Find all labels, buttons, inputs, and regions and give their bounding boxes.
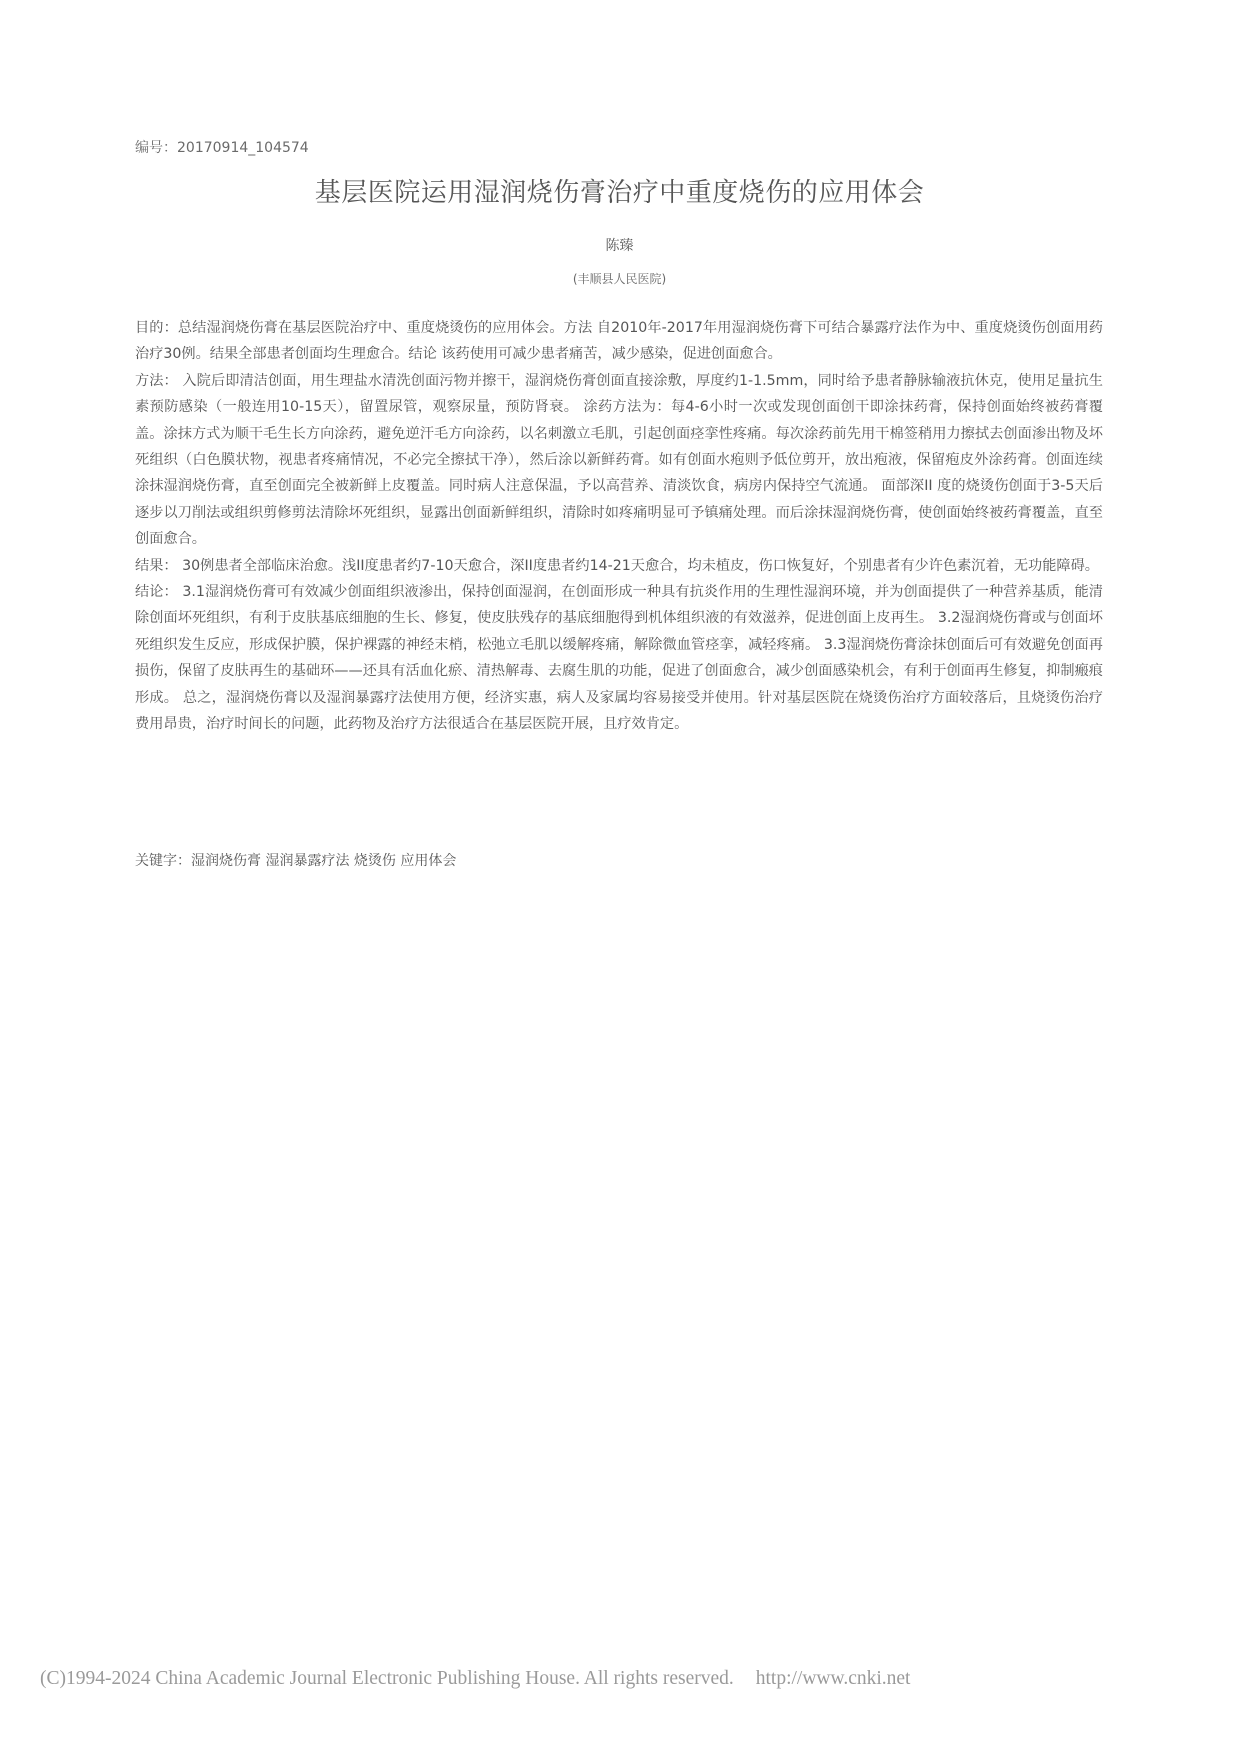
- copyright-footer: [40, 1668, 910, 1690]
- document-id: 编号：20170914_104574: [135, 140, 309, 156]
- keywords-line: 关键字：湿润烧伤膏 湿润暴露疗法 烧烫伤 应用体会: [135, 853, 457, 869]
- author-name: 陈臻: [605, 238, 634, 254]
- results-paragraph: 结果： 30例患者全部临床治愈。浅II度患者约7-10天愈合，深II度患者约14-21天愈合，均未植皮，伤口恢复好，个别患者有少许色素沉着，无功能障碍。: [135, 557, 1099, 574]
- author-affiliation: (丰顺县人民医院): [572, 272, 667, 286]
- conclusion-paragraph: 结论： 3.1湿润烧伤膏可有效减少创面组织液渗出，保持创面湿润，在创面形成一种具有抗炎作用的生理性湿润环境，并为创面提供了一种营养基质，能清除创面坏死组织，有利于皮肤基底细胞的生长、修复，使皮肤残存的基底细胞得到机体组织液的有效滋养，促进创面上皮再生。 3.2湿润烧伤膏或与创面坏死组织发生反应，形成保护膜，保护裸露的神经末梢，松弛立毛肌以缓解疼痛，解除微血管痉挛，减轻疼痛。 3.3湿润烧伤膏涂抹创面后可有效避免创面再损伤，保留了皮肤再生的基础环——还具有活血化瘀、清热解毒、去腐生肌的功能，促进了创面愈合，减少创面感染机会，有利于创面再生修复，抑制瘢痕形成。 总之，湿润烧伤膏以及湿润暴露疗法使用方便，经济实惠，病人及家属均容易接受并使用。针对基层医院在烧烫伤治疗方面较落后，且烧烫伤治疗费用昂贵，治疗时间长的问题，此药物及治疗方法很适合在基层医院开展，且疗效肯定。: [135, 584, 1103, 733]
- footer-url-link[interactable]: http://www.cnki.net: [755, 1668, 911, 1689]
- copyright-text: (C)1994-2024 China Academic Journal Electronic Publishing House. All rights reserved.: [40, 1668, 734, 1689]
- paper-title: 基层医院运用湿润烧伤膏治疗中重度烧伤的应用体会: [314, 178, 925, 208]
- objective-paragraph: 目的：总结湿润烧伤膏在基层医院治疗中、重度烧烫伤的应用体会。方法 自2010年-2017年用湿润烧伤膏下可结合暴露疗法作为中、重度烧烫伤创面用药治疗30例。结果全部患者创面均生理愈合。结论 该药使用可减少患者痛苦，减少感染，促进创面愈合。: [135, 320, 1103, 363]
- methods-paragraph: 方法： 入院后即清洁创面，用生理盐水清洗创面污物并擦干，湿润烧伤膏创面直接涂敷，厚度约1-1.5mm，同时给予患者静脉输液抗休克，使用足量抗生素预防感染（一般连用10-15天），留置尿管，观察尿量，预防肾衰。 涂药方法为：每4-6小时一次或发现创面创干即涂抹药膏，保持创面始终被药膏覆盖。涂抹方式为顺干毛生长方向涂药，避免逆汗毛方向涂药，以名刺激立毛肌，引起创面痉挛性疼痛。每次涂药前先用干棉签稍用力擦拭去创面渗出物及坏死组织（白色膜状物，视患者疼痛情况，不必完全擦拭干净），然后涂以新鲜药膏。如有创面水疱则予低位剪开，放出疱液，保留疱皮外涂药膏。创面连续涂抹湿润烧伤膏，直至创面完全被新鲜上皮覆盖。同时病人注意保温，予以高营养、清淡饮食，病房内保持空气流通。 面部深II 度的烧烫伤创面于3-5天后逐步以刀削法或组织剪修剪法清除坏死组织，显露出创面新鲜组织，清除时如疼痛明显可予镇痛处理。而后涂抹湿润烧伤膏，使创面始终被药膏覆盖，直至创面愈合。: [135, 372, 1103, 548]
- abstract-body: [135, 315, 1103, 738]
